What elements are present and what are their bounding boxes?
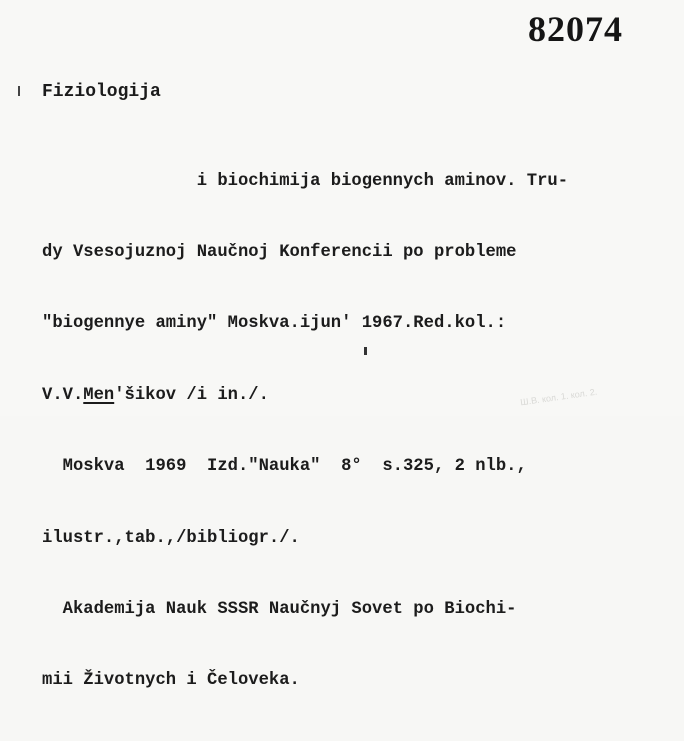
author-initials: V.V. (42, 385, 84, 405)
ink-mark (364, 347, 367, 355)
entry-line-8: mii Životnych i Čeloveka. (42, 671, 300, 691)
entry-line-1: i biochimija biogennych aminov. Tru- (42, 171, 569, 191)
entry-line-3: "biogennye aminy" Moskva.ijun' 1967.Red.kol.: (42, 314, 507, 334)
margin-tick-mark (18, 86, 20, 96)
bibliographic-entry (42, 122, 662, 741)
entry-line-6: ilustr.,tab.,/bibliogr./. (42, 528, 300, 548)
entry-line-2: dy Vsesojuznoj Naučnoj Konferencii po probleme (42, 242, 517, 262)
entry-line-7: Akademija Nauk SSSR Naučnyj Sovet po Biochi- (42, 599, 517, 619)
catalog-number: 82074 (528, 9, 623, 49)
author-surname-underlined: Men (83, 385, 115, 405)
author-surname-rest: 'šikov /i in./. (114, 385, 269, 405)
subject-heading: Fiziologija (42, 82, 161, 102)
faint-stamp-text: Ш.В. кол. 1. кол. 2. (519, 386, 598, 408)
entry-line-5: Moskva 1969 Izd."Nauka" 8° s.325, 2 nlb., (42, 457, 527, 477)
